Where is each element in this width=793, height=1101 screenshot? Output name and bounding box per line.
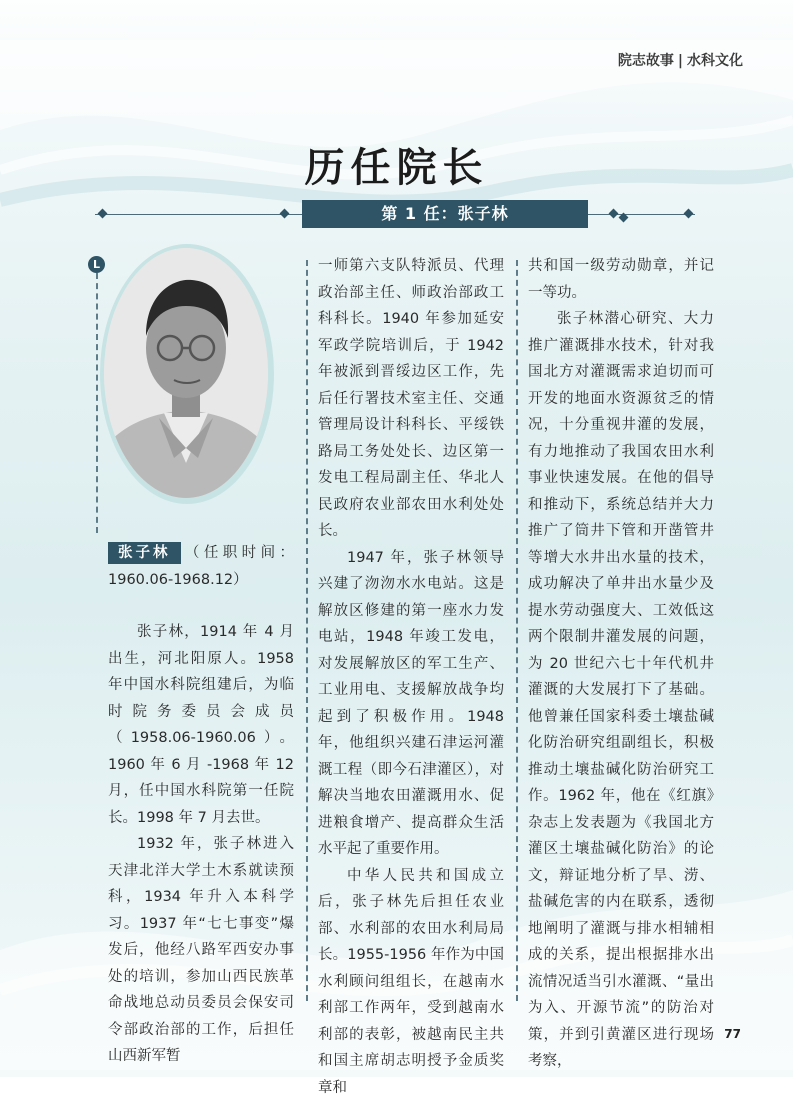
spacer — [108, 593, 294, 619]
column-label: 水科文化 — [687, 53, 743, 69]
portrait-image — [104, 248, 268, 498]
paragraph: 中华人民共和国成立后，张子林先后担任农业部、水利部的农田水利局局长。1955-1956 年作为中国水利顾问组组长，在越南水利部工作两年，受到越南水利部的表彰，被越南民主共和国主席胡志明授予金质奖章和 — [318, 863, 504, 1101]
section-tag — [618, 50, 743, 70]
person-name-badge: 张子林 — [108, 542, 181, 564]
text-column-2 — [318, 253, 504, 1101]
tenure-text: （任职时间：1960.06-1968.12） — [108, 545, 294, 588]
subtitle-rule-left — [95, 214, 302, 215]
paragraph: 1947 年，张子林领导兴建了沕沕水水电站。这是解放区修建的第一座水力发电站，1948 年竣工发电，对发展解放区的军工生产、工业用电、支援解放战争均起到了积极作用。1948 年，他组织兴建石津运河灌溉工程（即今石津灌区），对解决当地农田灌溉用水、促进粮食增产、提高群众生活水平起了重要作用。 — [318, 545, 504, 863]
section-separator: | — [678, 53, 683, 69]
column-divider — [306, 260, 308, 1001]
diamond-ornament — [609, 209, 619, 219]
page-title: 历任院长 — [0, 136, 793, 193]
paragraph: 张子林，1914 年 4 月出生，河北阳原人。1958 年中国水科院组建后，为临时院务委员会成员（1958.06-1960.06）。1960 年 6 月 -1968 年 12 月，任中国水科院第一任院长。1998 年 7 月去世。 — [108, 619, 294, 831]
portrait-frame — [100, 244, 274, 504]
letter-badge: L — [88, 256, 105, 273]
diamond-ornament — [98, 209, 108, 219]
paragraph: 1932 年，张子林进入天津北洋大学土木系就读预科，1934 年升入本科学习。1937 年“七七事变”爆发后，他经八路军西安办事处的培训，参加山西民族革命战地总动员委员会保安司令部政治部的工作，后担任山西新军暂 — [108, 831, 294, 1070]
text-column-3 — [528, 253, 714, 1075]
caption-block — [108, 540, 294, 593]
column-divider — [516, 260, 518, 1001]
diamond-ornament — [684, 209, 694, 219]
text-column-1 — [108, 540, 294, 1070]
page-number: 77 — [724, 1027, 741, 1041]
subtitle-label: 第 1 任：张子林 — [302, 200, 588, 228]
section-label: 院志故事 — [618, 53, 674, 69]
paragraph: 共和国一级劳动勋章，并记一等功。 — [528, 253, 714, 306]
subtitle-rule-right — [588, 214, 695, 215]
subtitle-bar — [95, 200, 695, 228]
left-dashed-rule — [96, 273, 98, 533]
portrait-photo — [104, 248, 268, 498]
paragraph: 张子林潜心研究、大力推广灌溉排水技术，针对我国北方对灌溉需求迫切而可开发的地面水资源贫乏的情况，十分重视井灌的发展，有力地推动了我国农田水利事业快速发展。在他的倡导和推动下，系统总结并大力推广了筒井下管和开凿管井等增大水井出水量的技术，成功解决了单井出水量少及提水劳动强度大、工效低这两个限制井灌发展的问题，为 20 世纪六七十年代机井灌溉的大发展打下了基础。他曾兼任国家科委土壤盐碱化防治研究组副组长，积极推动土壤盐碱化防治研究工作。1962 年，他在《红旗》杂志上发表题为《我国北方灌区土壤盐碱化防治》的论文，辩证地分析了旱、涝、盐碱危害的内在联系，透彻地阐明了灌溉与排水相辅相成的关系，提出根据排水出流情况适当引水灌溉、“量出为入、开源节流”的防治对策，并到引黄灌区进行现场考察， — [528, 306, 714, 1075]
paragraph: 一师第六支队特派员、代理政治部主任、师政治部政工科科长。1940 年参加延安军政学院培训后，于 1942 年被派到晋绥边区工作，先后任行署技术室主任、交通管理局设计科科长、平绥铁路局工务处处长、边区第一发电工程局副主任、华北人民政府农业部农田水利处处长。 — [318, 253, 504, 545]
diamond-ornament — [280, 209, 290, 219]
